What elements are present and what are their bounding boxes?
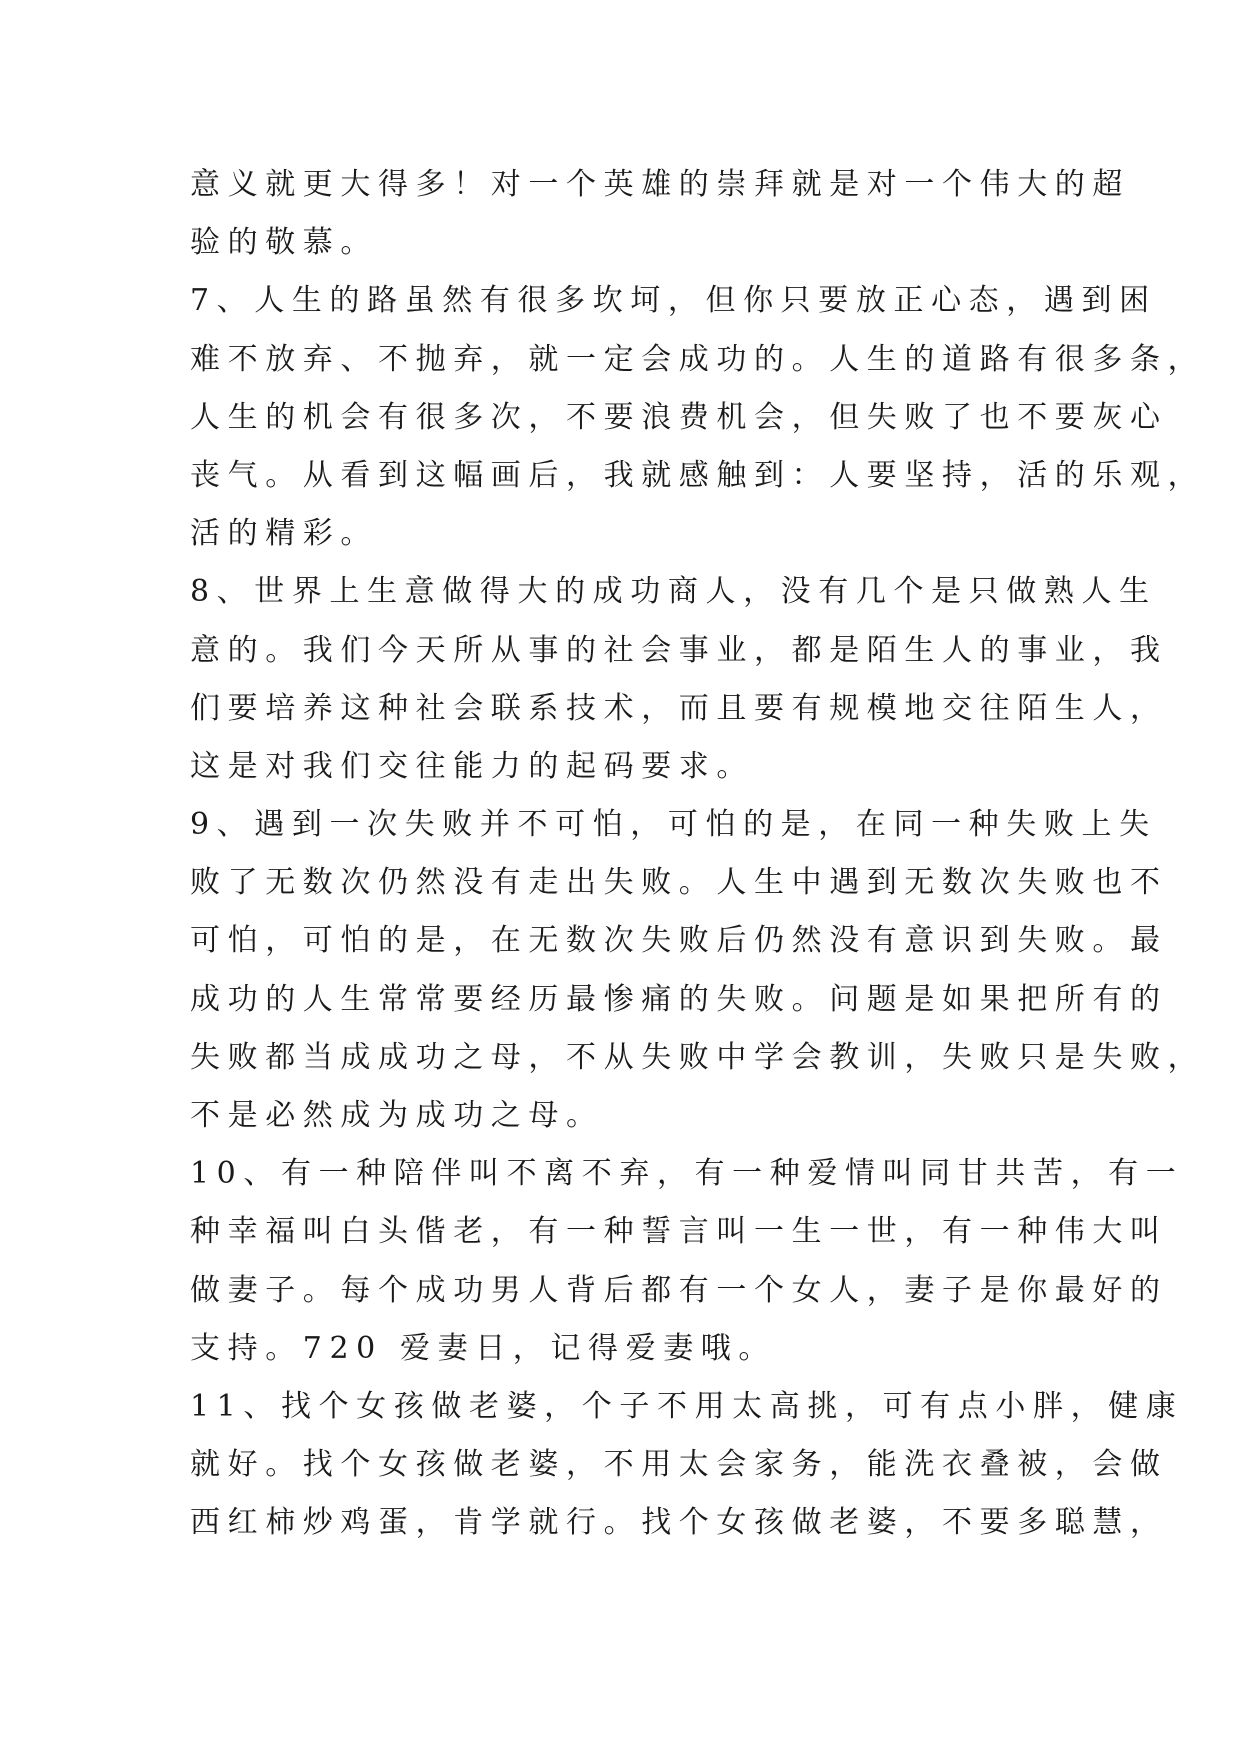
- text-line: 失败都当成成功之母，不从失败中学会教训，失败只是失败，: [190, 1039, 1206, 1075]
- text-line: 10、有一种陪伴叫不离不弃，有一种爱情叫同甘共苦，有一: [190, 1156, 1184, 1192]
- text-line: 不是必然成为成功之母。: [190, 1098, 604, 1133]
- text-line: 成功的人生常常要经历最惨痛的失败。问题是如果把所有的: [190, 981, 1168, 1017]
- text-line: 意义就更大得多！对一个英雄的崇拜就是对一个伟大的超: [190, 167, 1130, 202]
- body-text: [190, 156, 1206, 1553]
- text-line: 意的。我们今天所从事的社会事业，都是陌生人的事业，我: [190, 632, 1168, 668]
- text-line: 丧气。从看到这幅画后，我就感触到：人要坚持，活的乐观，: [190, 457, 1206, 493]
- text-line: 败了无数次仍然没有走出失败。人生中遇到无数次失败也不: [190, 865, 1168, 901]
- text-line: 活的精彩。: [190, 516, 378, 552]
- text-line: 8、世界上生意做得大的成功商人，没有几个是只做熟人生: [190, 574, 1157, 610]
- text-line: 可怕，可怕的是，在无数次失败后仍然没有意识到失败。最: [190, 923, 1168, 959]
- text-line: 人生的机会有很多次，不要浪费机会，但失败了也不要灰心: [190, 399, 1168, 435]
- text-line: 9、遇到一次失败并不可怕，可怕的是，在同一种失败上失: [190, 807, 1157, 843]
- text-line: 验的敬慕。: [190, 225, 378, 261]
- text-line: 这是对我们交往能力的起码要求。: [190, 748, 754, 784]
- text-line: 11、找个女孩做老婆，个子不用太高挑，可有点小胖，健康: [190, 1388, 1184, 1424]
- text-line: 7、人生的路虽然有很多坎坷，但你只要放正心态，遇到困: [190, 283, 1157, 319]
- text-line: 西红柿炒鸡蛋，肯学就行。找个女孩做老婆，不要多聪慧，: [190, 1505, 1168, 1541]
- text-line: 难不放弃、不抛弃，就一定会成功的。人生的道路有很多条，: [190, 341, 1206, 377]
- text-line: 支持。720 爱妻日，记得爱妻哦。: [190, 1330, 776, 1366]
- text-line: 种幸福叫白头偕老，有一种誓言叫一生一世，有一种伟大叫: [190, 1214, 1168, 1250]
- text-line: 做妻子。每个成功男人背后都有一个女人，妻子是你最好的: [190, 1272, 1168, 1308]
- text-line: 们要培养这种社会联系技术，而且要有规模地交往陌生人，: [190, 690, 1168, 726]
- text-line: 就好。找个女孩做老婆，不用太会家务，能洗衣叠被，会做: [190, 1447, 1168, 1483]
